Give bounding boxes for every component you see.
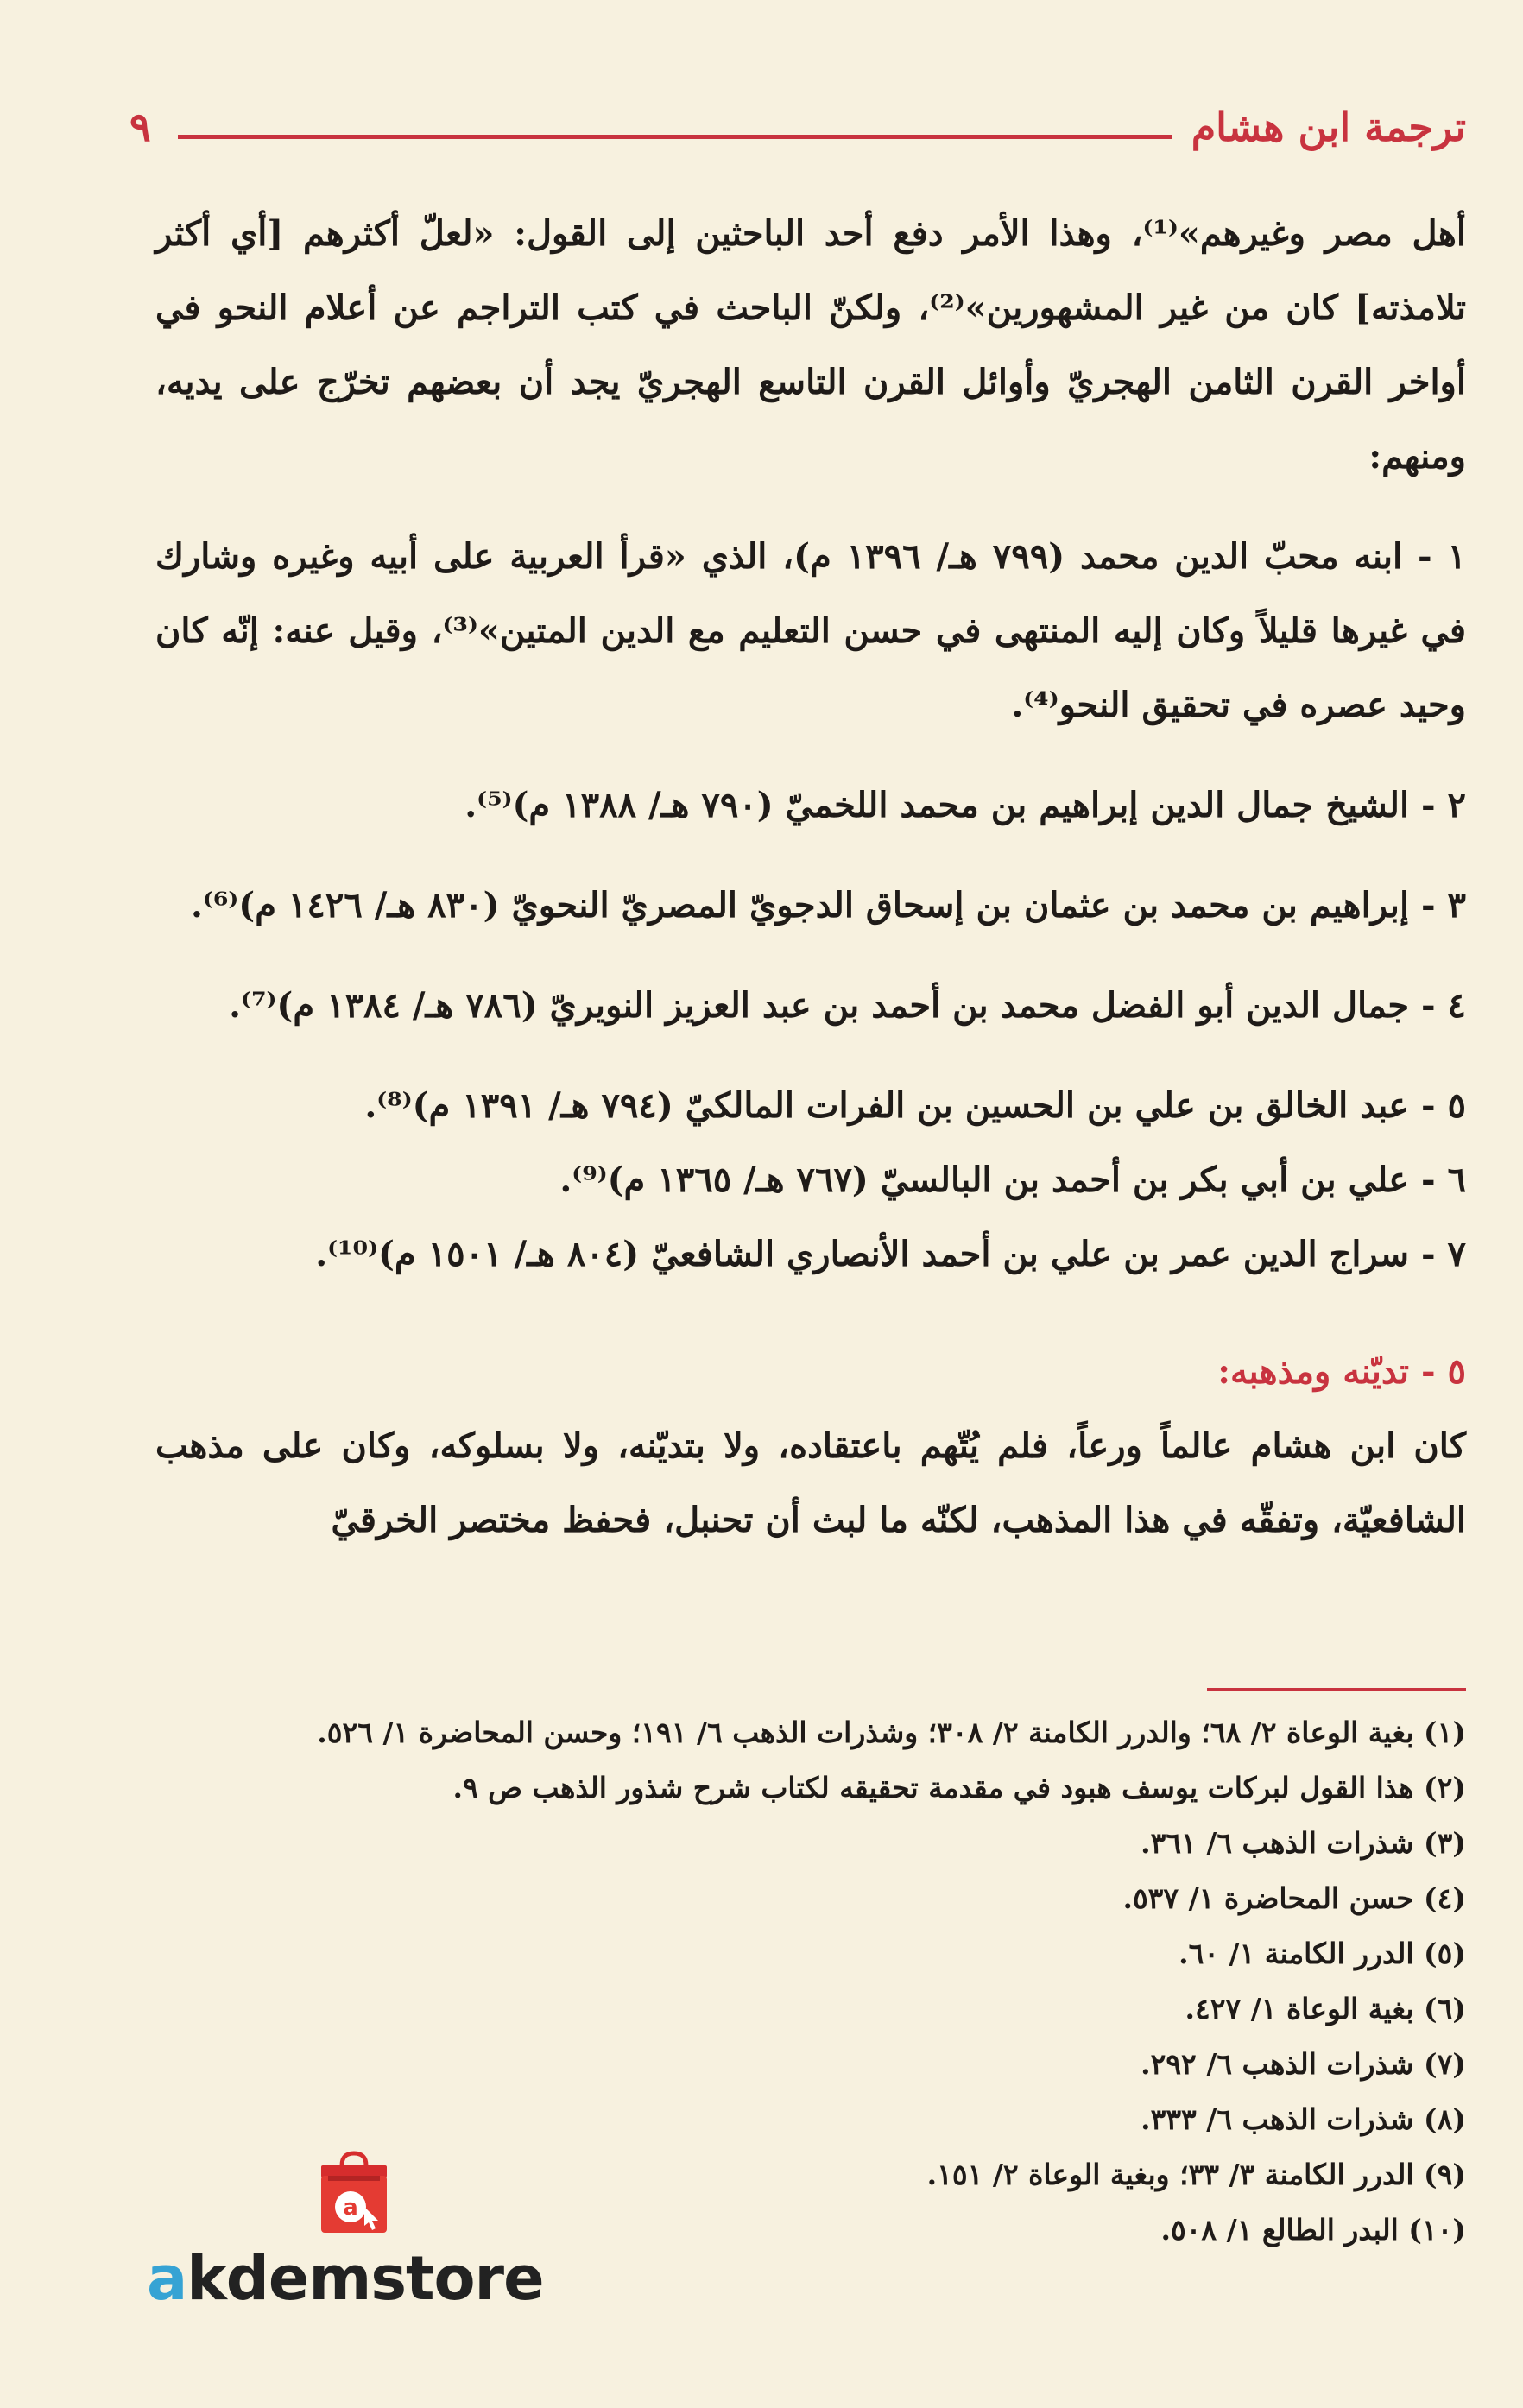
footnote-5: (٥) الدرر الكامنة ١/ ٦٠. xyxy=(1179,1937,1466,1970)
svg-text:a: a xyxy=(343,2195,358,2221)
footnote-10: (١٠) البدر الطالع ١/ ٥٠٨. xyxy=(1160,2213,1466,2247)
student-item-7: ٧ - سراج الدين عمر بن علي بن أحمد الأنصاري الشافعيّ (٨٠٤ هـ/ ١٥٠١ م)⁽¹⁰⁾. xyxy=(315,1234,1466,1274)
footnote-divider xyxy=(1207,1688,1466,1691)
header-rule xyxy=(178,135,1172,139)
footnote-8: (٨) شذرات الذهب ٦/ ٣٣٣. xyxy=(1141,2102,1466,2136)
footnote-2: (٢) هذا القول لبركات يوسف هبود في مقدمة تحقيقه لكتاب شرح شذور الذهب ص ٩. xyxy=(452,1771,1466,1804)
student-item-4: ٤ - جمال الدين أبو الفضل محمد بن أحمد بن عبد العزيز النويريّ (٧٨٦ هـ/ ١٣٨٤ م)⁽⁷⁾. xyxy=(229,985,1466,1026)
student-item-5: ٥ - عبد الخالق بن علي بن الحسين بن الفرات المالكيّ (٧٩٤ هـ/ ١٣٩١ م)⁽⁸⁾. xyxy=(364,1085,1466,1126)
footnote-1: (١) بغية الوعاة ٢/ ٦٨؛ والدرر الكامنة ٢/ ٣٠٨؛ وشذرات الذهب ٦/ ١٩١؛ وحسن المحاضرة ١/ ٥٢٦. xyxy=(317,1716,1466,1749)
page-header xyxy=(130,104,1466,173)
student-item-3: ٣ - إبراهيم بن محمد بن عثمان بن إسحاق الدجويّ المصريّ النحويّ (٨٣٠ هـ/ ١٤٢٦ م)⁽⁶⁾. xyxy=(191,885,1466,926)
section-paragraph: كان ابن هشام عالماً ورعاً، فلم يُتّهم باعتقاده، ولا بتديّنه، ولا بسلوكه، وكان على مذهب الشافعيّة، وتفقّه في هذا المذهب، لكنّه ما لبث أن تحنبل، فحفظ مختصر الخرقيّ xyxy=(155,1425,1466,1540)
student-item-6: ٦ - علي بن أبي بكر بن أحمد بن البالسيّ (٧٦٧ هـ/ ١٣٦٥ م)⁽⁹⁾. xyxy=(559,1160,1466,1200)
page-number: ٩ xyxy=(130,104,151,150)
footnote-7: (٧) شذرات الذهب ٦/ ٢٩٢. xyxy=(1141,2047,1466,2081)
footnote-4: (٤) حسن المحاضرة ١/ ٥٣٧. xyxy=(1122,1881,1466,1915)
main-text xyxy=(155,197,1466,1558)
shopping-bag-icon xyxy=(311,2150,397,2236)
running-title: ترجمة ابن هشام xyxy=(1191,104,1466,150)
footnote-9: (٩) الدرر الكامنة ٣/ ٣٣؛ وبغية الوعاة ٢/ ١٥١. xyxy=(926,2158,1466,2191)
brand-wordmark: akdemstore xyxy=(147,2243,544,2314)
intro-paragraph: أهل مصر وغيرهم»⁽¹⁾، وهذا الأمر دفع أحد الباحثين إلى القول: «لعلّ أكثرهم [أي أكثر تلامذته] كان من غير المشهورين»⁽²⁾، ولكنّ الباحث في كتب التراجم عن أعلام النحو في أواخر القرن الثامن الهجريّ وأوائل القرن التاسع الهجريّ يجد أن بعضهم تخرّج على يديه، ومنهم: xyxy=(155,213,1467,477)
footnote-6: (٦) بغية الوعاة ١/ ٤٢٧. xyxy=(1185,1992,1466,2026)
footnote-3: (٣) شذرات الذهب ٦/ ٣٦١. xyxy=(1141,1826,1466,1860)
section-heading: ٥ - تديّنه ومذهبه: xyxy=(1217,1351,1466,1392)
student-item-2: ٢ - الشيخ جمال الدين إبراهيم بن محمد اللخميّ (٧٩٠ هـ/ ١٣٨٨ م)⁽⁵⁾. xyxy=(464,785,1466,825)
student-item-1: ١ - ابنه محبّ الدين محمد (٧٩٩ هـ/ ١٣٩٦ م)، الذي «قرأ العربية على أبيه وغيره وشارك في غيرها قليلاً وكان إليه المنتهى في حسن التعليم مع الدين المتين»⁽³⁾، وقيل عنه: إنّه كان وحيد عصره في تحقيق النحو⁽⁴⁾. xyxy=(155,536,1467,725)
akdemstore-watermark xyxy=(147,2150,561,2314)
